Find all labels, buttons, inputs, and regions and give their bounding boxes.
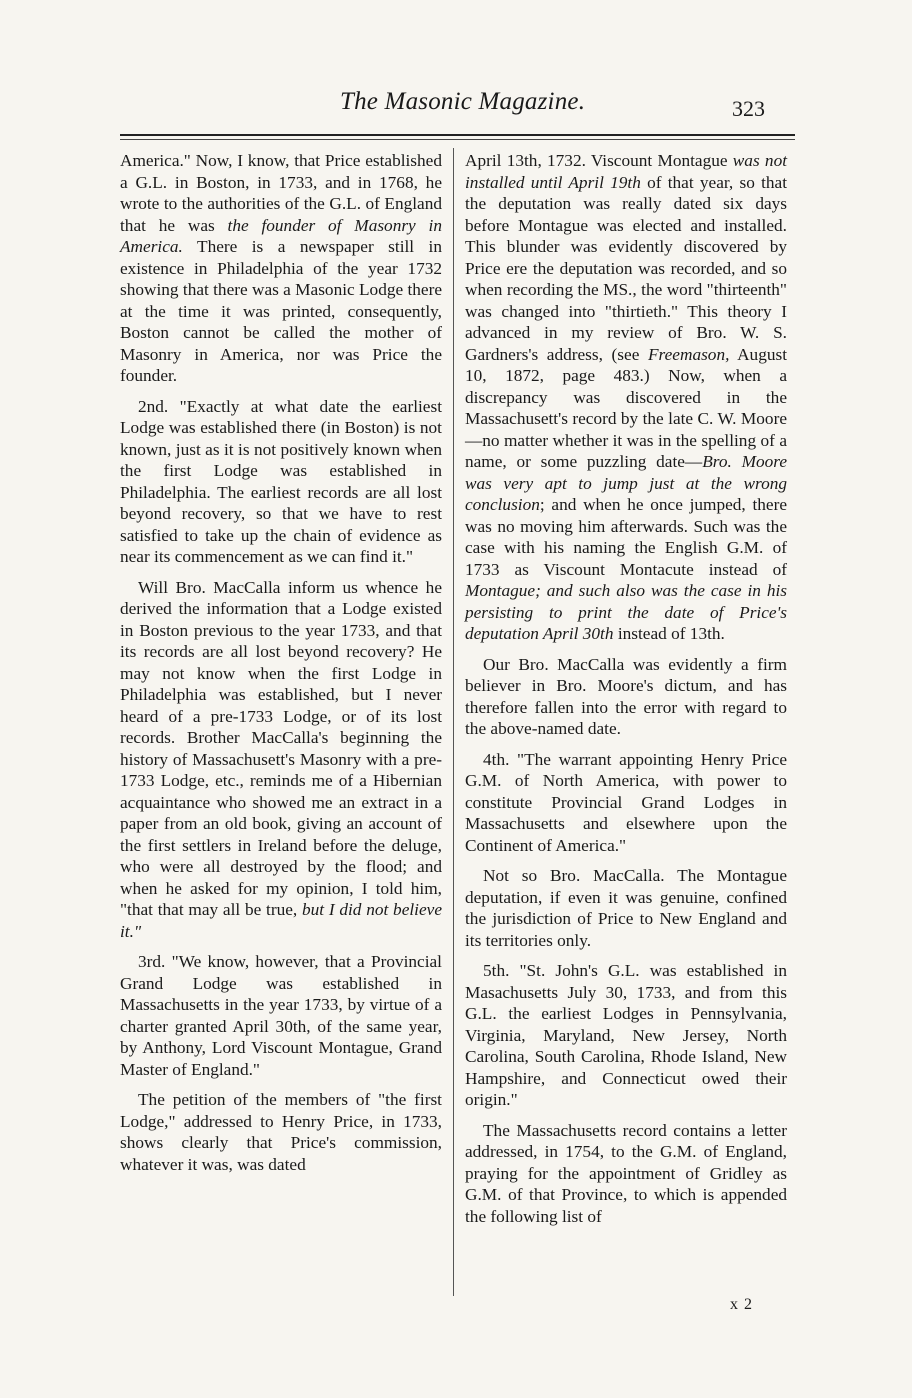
italic-run: Freemason, [647,344,730,364]
paragraph: Our Bro. MacCalla was evidently a firm believer in Bro. Moore's dictum, and has therefore fallen into the error with regard to the above-named date. [465,654,787,738]
header-rule-thin [120,139,795,140]
left-column [120,150,442,1175]
signature-mark: x 2 [730,1296,753,1313]
paragraph: 2nd. "Exactly at what date the earliest Lodge was established there (in Boston) is not known, just as it is not positively known when the first Lodge was established in Philadelphia. The earliest records are all lost beyond recovery, so that we have to rest satisfied to take up the chain of evidence as near its commencement as we can find it." [120,396,442,566]
paragraph: Not so Bro. MacCalla. The Montague deputation, if even it was genuine, confined the jurisdiction of Price to New England and its territories only. [465,866,787,950]
paragraph [120,577,442,943]
header-rule [120,134,795,136]
paragraph: 5th. "St. John's G.L. was established in Masachusetts July 30, 1733, and from this G.L. the earliest Lodges in Pennsylvania, Virginia, Maryland, New Jersey, North Carolina, South Carolina, Rhode Island, New Hampshire, and Connecticut owed their origin." [465,961,787,1109]
right-column [465,150,787,1227]
text-run: August 10, 1872, page 483.) Now, when a discrepancy was discovered in the Massachusett's record by the late C. W. Moore—no matter whether it was in the spelling of a name, or some puzzling date— [465,344,788,471]
italic-run: the founder of Masonry in America. [120,215,442,256]
paragraph: 3rd. "We know, however, that a Provincial Grand Lodge was established in Massachusetts in the year 1733, by virtue of a charter granted April 30th, of the same year, by Anthony, Lord Viscount Montague, Grand Master of England." [120,952,442,1079]
page-number: 323 [732,96,765,121]
text-run: America." Now, I know, that Price established a G.L. in Boston, in 1733, and in 1768, he wrote to the authorities of the G.L. of England that he was [120,151,442,235]
running-title: The Masonic Magazine. [340,88,586,115]
column-divider [453,148,454,1296]
paragraph [465,150,787,645]
italic-run: Bro. Moore was very apt to jump just at the wrong conclusion [465,452,788,514]
paragraph: The petition of the members of "the first Lodge," addressed to Henry Price, in 1733, shows clearly that Price's commission, whatever it was, was dated [120,1090,442,1174]
text-run: April 13th, 1732. Viscount Montague [465,151,733,170]
text-run: instead of 13th. [613,624,725,643]
paragraph: 4th. "The warrant appointing Henry Price G.M. of North America, with power to constitute Provincial Grand Lodges in Massachusetts and elsewhere upon the Continent of America." [465,749,787,855]
text-run: of that year, so that the deputation was really dated six days before Montague was elected and installed. This blunder was evidently discovered by Price ere the deputation was recorded, and so when recording the MS., the word "thirteenth" was changed into "thirtieth." This theory I advanced in my review of Bro. W. S. Gardners's address, (see [465,172,787,364]
text-run: ; and when he once jumped, there was no moving him afterwards. Such was the case with his naming the English G.M. of 1733 as Viscount Montacute instead of [465,495,787,579]
text-run: Will Bro. MacCalla inform us whence he derived the information that a Lodge existed in Boston previous to the year 1733, and that its records are all lost beyond recovery? He may not know when the first Lodge in Philadelphia was established, but I never heard of a pre-1733 Lodge, or of its lost records. Brother MacCalla's beginning the history of Massachusett's Masonry with a pre-1733 Lodge, etc., reminds me of a Hibernian acquaintance who showed me an extract in a paper from an old book, giving an account of the first settlers in Ireland before the deluge, who were all destroyed by the flood; and when he asked for my opinion, I told him, "that that may all be true, [120,577,442,919]
italic-run: Montague; and such also was the case in his persisting to print the date of Price's deputation April 30th [465,581,787,643]
paragraph: The Massachusetts record contains a letter addressed, in 1754, to the G.M. of England, praying for the appointment of Gridley as G.M. of that Province, to which is appended the following list of [465,1120,787,1226]
italic-run: was not installed until April 19th [465,151,788,192]
page-header [0,72,912,121]
paragraph [120,150,442,387]
text-run: There is a newspaper still in existence in Philadelphia of the year 1732 showing that there was a Masonic Lodge there at the time it was printed, consequently, Boston cannot be called the mother of Masonry in America, nor was Price the founder. [120,237,443,385]
italic-run: but I did not believe it." [120,900,442,941]
